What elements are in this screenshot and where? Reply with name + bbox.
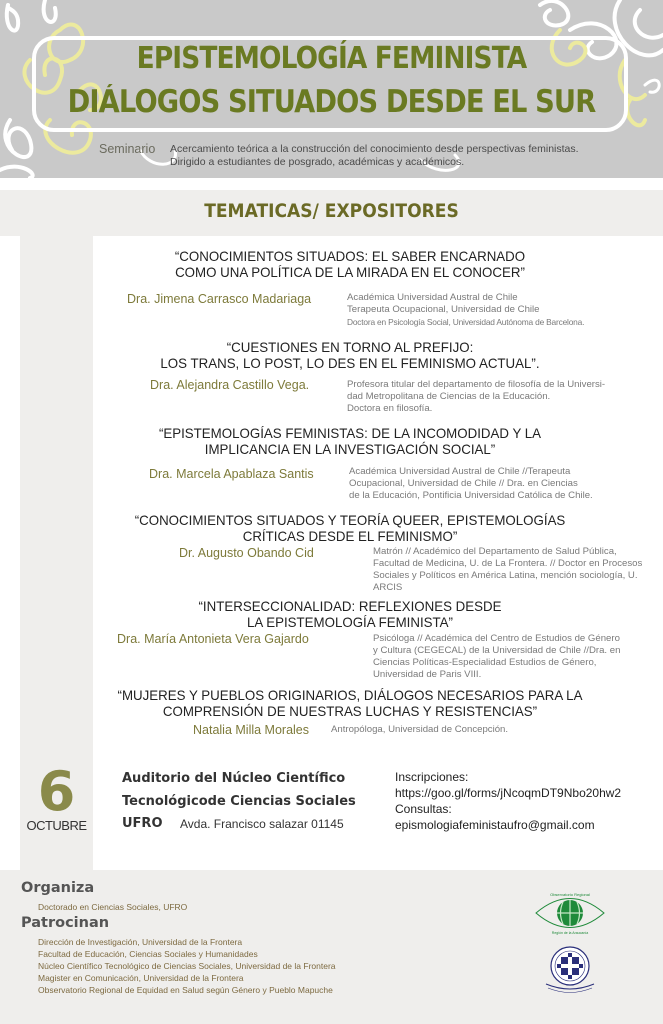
- affiliation-line: Terapeuta Ocupacional, Universidad de Chile: [347, 304, 540, 315]
- speaker-name: Dra. Alejandra Castillo Vega.: [150, 378, 310, 392]
- seminario-desc-line1: Acercamiento teórica a la construcción del conocimiento desde perspectivas feministas.: [170, 143, 579, 155]
- affiliation-line: de la Educación, Pontificia Universidad Católica de Chile.: [349, 490, 593, 501]
- affiliation-line: Académica Universidad Austral de Chile //Terapeuta: [349, 466, 571, 477]
- event-month: OCTUBRE: [26, 818, 87, 833]
- event-title-line1: EPISTEMOLOGÍA FEMINISTA: [136, 41, 527, 76]
- talk-title-line: “CONOCIMIENTOS SITUADOS: EL SABER ENCARNADO: [174, 248, 526, 264]
- affiliation-line: Académica Universidad Austral de Chile: [347, 292, 518, 303]
- divider-strip: [0, 178, 663, 190]
- talk-title-line: LA EPISTEMOLOGÍA FEMINISTA”: [247, 614, 453, 630]
- speaker-affiliation: [347, 292, 584, 328]
- speaker-affiliation: [331, 724, 508, 736]
- speaker-affiliation: [373, 546, 642, 594]
- event-day: 6: [37, 760, 76, 823]
- venue-address: Avda. Francisco salazar 01145: [180, 817, 344, 831]
- affiliation-line: Ocupacional, Universidad de Chile // Dra. en Ciencias: [349, 478, 578, 489]
- talk-title: [113, 425, 588, 457]
- patrocinan-item: Dirección de Investigación, Universidad de la Frontera: [38, 937, 243, 947]
- talk-title: [113, 248, 588, 280]
- organiza-heading: Organiza: [21, 880, 95, 896]
- section-title: TEMATICAS/ EXPOSITORES: [204, 200, 459, 222]
- consultas-email[interactable]: epismologiafeministaufro@gmail.com: [395, 818, 595, 832]
- talk-title-line: “EPISTEMOLOGÍAS FEMINISTAS: DE LA INCOMODIDAD Y LA: [158, 425, 542, 441]
- speaker-affiliation: [347, 379, 605, 415]
- talk-title: [113, 339, 588, 371]
- talk-title: [94, 687, 607, 719]
- affiliation-line: Psicóloga // Académica del Centro de Estudios de Género: [373, 633, 620, 644]
- patrocinan-heading: Patrocinan: [21, 915, 110, 931]
- speaker-affiliation: [349, 466, 593, 502]
- universidad-frontera-logo-icon: [540, 942, 600, 994]
- affiliation-line: y Cultura (CEGECAL) de la Universidad de Chile //Dra. en: [373, 645, 621, 656]
- consultas-label: Consultas:: [395, 802, 452, 816]
- affiliation-line: Ciencias Políticas-Especialidad Estudios de Género,: [373, 657, 597, 668]
- affiliation-line: Sociales y Políticos en América Latina, mención sociología, U.: [373, 570, 638, 581]
- venue-line1: Auditorio del Núcleo Científico: [122, 771, 346, 786]
- talk-title-line: CRÍTICAS DESDE EL FEMINISMO”: [242, 528, 458, 544]
- patrocinan-item: Núcleo Científico Tecnológico de Ciencias Sociales, Universidad de la Frontera: [38, 961, 336, 971]
- speaker-affiliation: [373, 633, 620, 681]
- venue-line3: UFRO: [122, 816, 163, 831]
- inscripciones-label: Inscripciones:: [395, 770, 469, 784]
- seminario-desc-line2: Dirigido a estudiantes de posgrado, académicas y académicos.: [170, 156, 465, 168]
- affiliation-line: ARCIS: [373, 582, 403, 593]
- speaker-name: Dr. Augusto Obando Cid: [179, 546, 314, 560]
- patrocinan-item: Facultad de Educación, Ciencias Sociales y Humanidades: [38, 949, 258, 959]
- observatorio-eye-logo-icon: [532, 890, 608, 936]
- talk-title: [113, 598, 588, 630]
- inscripciones-link[interactable]: https://goo.gl/forms/jNcoqmDT9Nbo20hw2: [395, 786, 622, 800]
- affiliation-line: Doctora en Psicología Social, Universidad Autónoma de Barcelona.: [347, 317, 585, 327]
- patrocinan-item: Observatorio Regional de Equidad en Salud según Género y Pueblo Mapuche: [38, 985, 333, 995]
- affiliation-line: Matrón // Académico del Departamento de Salud Pública,: [373, 546, 617, 557]
- organiza-item: Doctorado en Ciencias Sociales, UFRO: [38, 902, 188, 912]
- talk-title-line: “CONOCIMIENTOS SITUADOS Y TEORÍA QUEER, EPISTEMOLOGÍAS: [134, 512, 566, 528]
- svg-text:Región de la Araucanía: Región de la Araucanía: [551, 931, 589, 935]
- event-title-line2: DIÁLOGOS SITUADOS DESDE EL SUR: [67, 84, 596, 120]
- affiliation-line: Facultad de Medicina, U. de La Frontera. // Doctor en Procesos: [373, 558, 643, 569]
- venue-line2: Tecnológicode Ciencias Sociales: [122, 794, 356, 809]
- patrocinan-item: Magister en Comunicación, Universidad de la Frontera: [38, 973, 244, 983]
- talk-title-line: “CUESTIONES EN TORNO AL PREFIJO:: [226, 339, 474, 355]
- affiliation-line: Profesora titular del departamento de filosofía de la Universi-: [347, 379, 606, 390]
- talk-title-line: LOS TRANS, LO POST, LO DES EN EL FEMINISMO ACTUAL”.: [160, 355, 540, 371]
- talk-title-line: “MUJERES Y PUEBLOS ORIGINARIOS, DIÁLOGOS NECESARIOS PARA LA: [117, 687, 583, 703]
- speaker-name: Natalia Milla Morales: [193, 723, 310, 737]
- svg-text:Observatorio Regional: Observatorio Regional: [550, 892, 590, 897]
- talk-title-line: “INTERSECCIONALIDAD: REFLEXIONES DESDE: [198, 598, 502, 614]
- seminario-label: Seminario: [99, 142, 156, 156]
- talk-title: [94, 512, 607, 544]
- affiliation-line: Doctora en filosofía.: [347, 403, 433, 414]
- speaker-name: Dra. Jimena Carrasco Madariaga: [127, 292, 312, 306]
- affiliation-line: Universidad de Paris VIII.: [373, 669, 482, 680]
- affiliation-line: dad Metropolitana de Ciencias de la Educación.: [347, 391, 551, 402]
- talk-title-line: IMPLICANCIA EN LA INVESTIGACIÓN SOCIAL”: [204, 441, 496, 457]
- speaker-name: Dra. Marcela Apablaza Santis: [149, 467, 314, 481]
- affiliation-line: Antropóloga, Universidad de Concepción.: [331, 724, 509, 735]
- seminario-description: [170, 143, 579, 169]
- left-margin: [0, 236, 20, 870]
- speaker-name: Dra. María Antonieta Vera Gajardo: [117, 632, 309, 646]
- talk-title-line: COMO UNA POLÍTICA DE LA MIRADA EN EL CONOCER”: [175, 264, 525, 280]
- talk-title-line: COMPRENSIÓN DE NUESTRAS LUCHAS Y RESISTENCIAS”: [162, 703, 538, 719]
